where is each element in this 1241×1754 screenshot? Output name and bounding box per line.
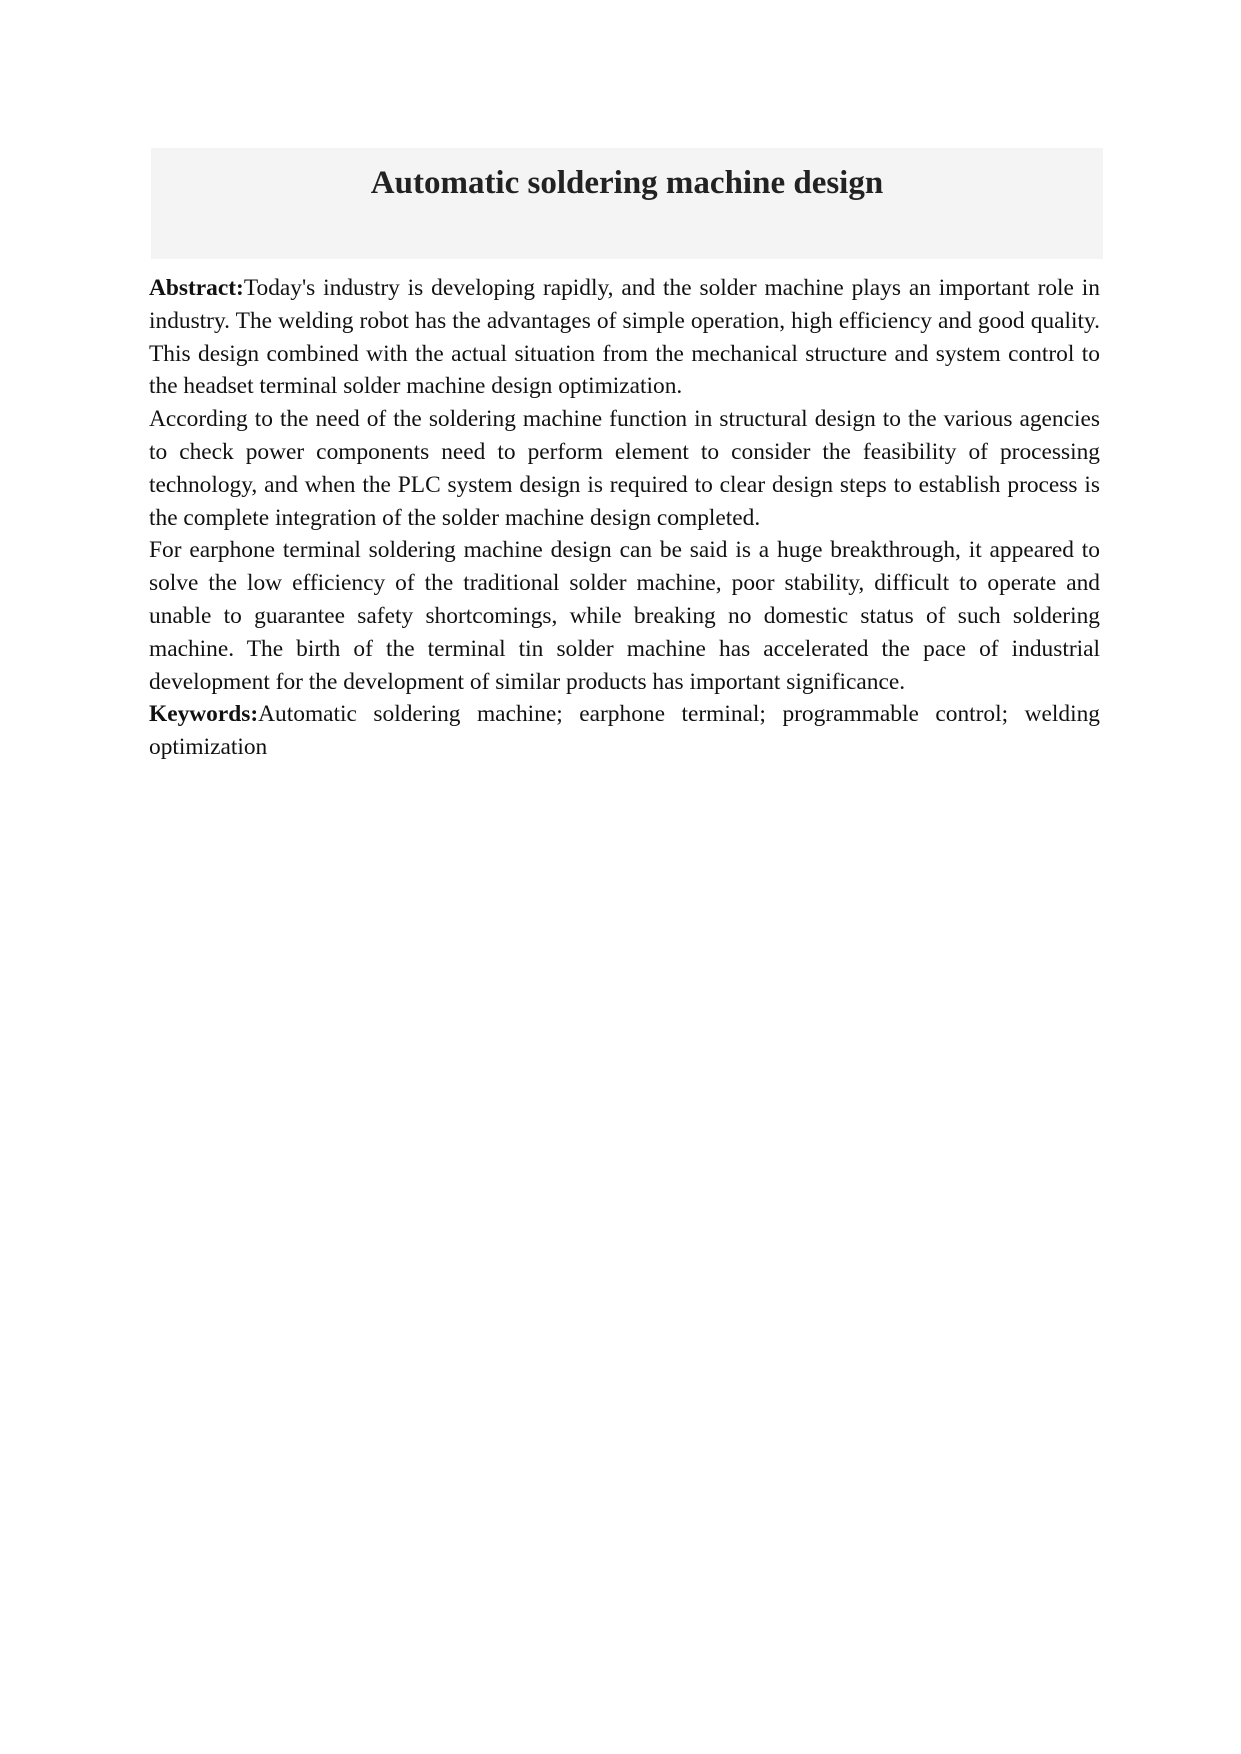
abstract-section [149,272,1100,764]
title-box [151,148,1103,259]
abstract-paragraph-2: According to the need of the soldering machine function in structural design to the various agencies to check power components need to perform element to consider the feasibility of processing technology, and when the PLC system design is required to clear design steps to establish process is the complete integration of the solder machine design completed. [149,406,1100,531]
document-title: Automatic soldering machine design [370,165,884,201]
abstract-label: Abstract: [149,275,244,301]
keywords-text: Automatic soldering machine; earphone terminal; programmable control; welding optimization [149,701,1100,761]
abstract-paragraph-3: For earphone terminal soldering machine design can be said is a huge breakthrough, it appeared to solve the low efficiency of the traditional solder machine, poor stability, difficult to operate and unable to guarantee safety shortcomings, while breaking no domestic status of such soldering machine. The birth of the terminal tin solder machine has accelerated the pace of industrial development for the development of similar products has important significance. [149,537,1100,695]
keywords-paragraph [149,698,1100,764]
abstract-paragraph-1 [149,272,1100,403]
keywords-label: Keywords: [149,701,259,728]
abstract-text-1: Today's industry is developing rapidly, and the solder machine plays an important role in industry. The welding robot has the advantages of simple operation, high efficiency and good quality. This design combined with the actual situation from the mechanical structure and system control to the headset terminal solder machine design optimization. [149,275,1100,400]
